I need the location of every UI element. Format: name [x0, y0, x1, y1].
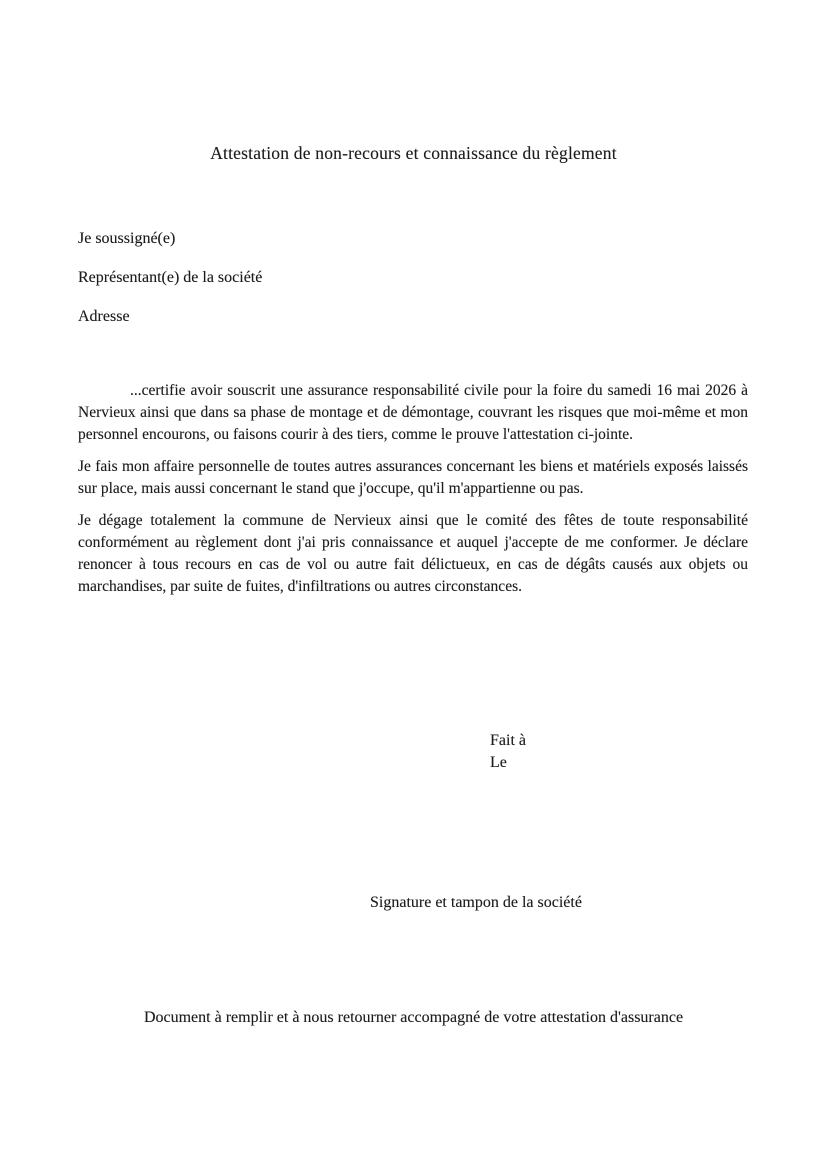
field-je-soussigne: Je soussigné(e) [78, 230, 176, 247]
footer-return-instruction: Document à remplir et à nous retourner accompagné de votre attestation d'assurance [143, 1009, 684, 1026]
closing-place-label: Fait à [490, 732, 526, 749]
document-title: Attestation de non-recours et connaissance du règlement [210, 143, 617, 163]
paragraph-degagement-responsabilite: Je dégage totalement la commune de Nervieux ainsi que le comité des fêtes de toute responsabilité conformément au règlement dont j'ai pris connaissance et auquel j'accepte de me conformer. Je déclare renoncer à tous recours en cas de vol ou autre fait délictueux, en cas de dégâts causés aux objets ou marchandises, par suite de fuites, d'infiltrations ou autres circonstances. [78, 512, 748, 595]
identity-fields [78, 230, 748, 347]
body-paragraphs [78, 380, 748, 608]
closing-date-label: Le [490, 754, 507, 771]
field-adresse: Adresse [78, 308, 130, 325]
paragraph-assurances-personnelles: Je fais mon affaire personnelle de toutes autres assurances concernant les biens et matériels exposés laissés sur place, mais aussi concernant le stand que j'occupe, qu'il m'appartienne ou pas. [78, 458, 748, 497]
paragraph-certification: ...certifie avoir souscrit une assurance responsabilité civile pour la foire du samedi 16 mai 2026 à Nervieux ainsi que dans sa phase de montage et de démontage, couvrant les risques que moi-même et mon personnel encourons, ou faisons courir à des tiers, comme le prouve l'attestation ci-jointe. [78, 382, 748, 443]
signature-label: Signature et tampon de la société [370, 894, 582, 911]
field-representant-societe: Représentant(e) de la société [78, 269, 263, 286]
closing-block [490, 730, 526, 774]
